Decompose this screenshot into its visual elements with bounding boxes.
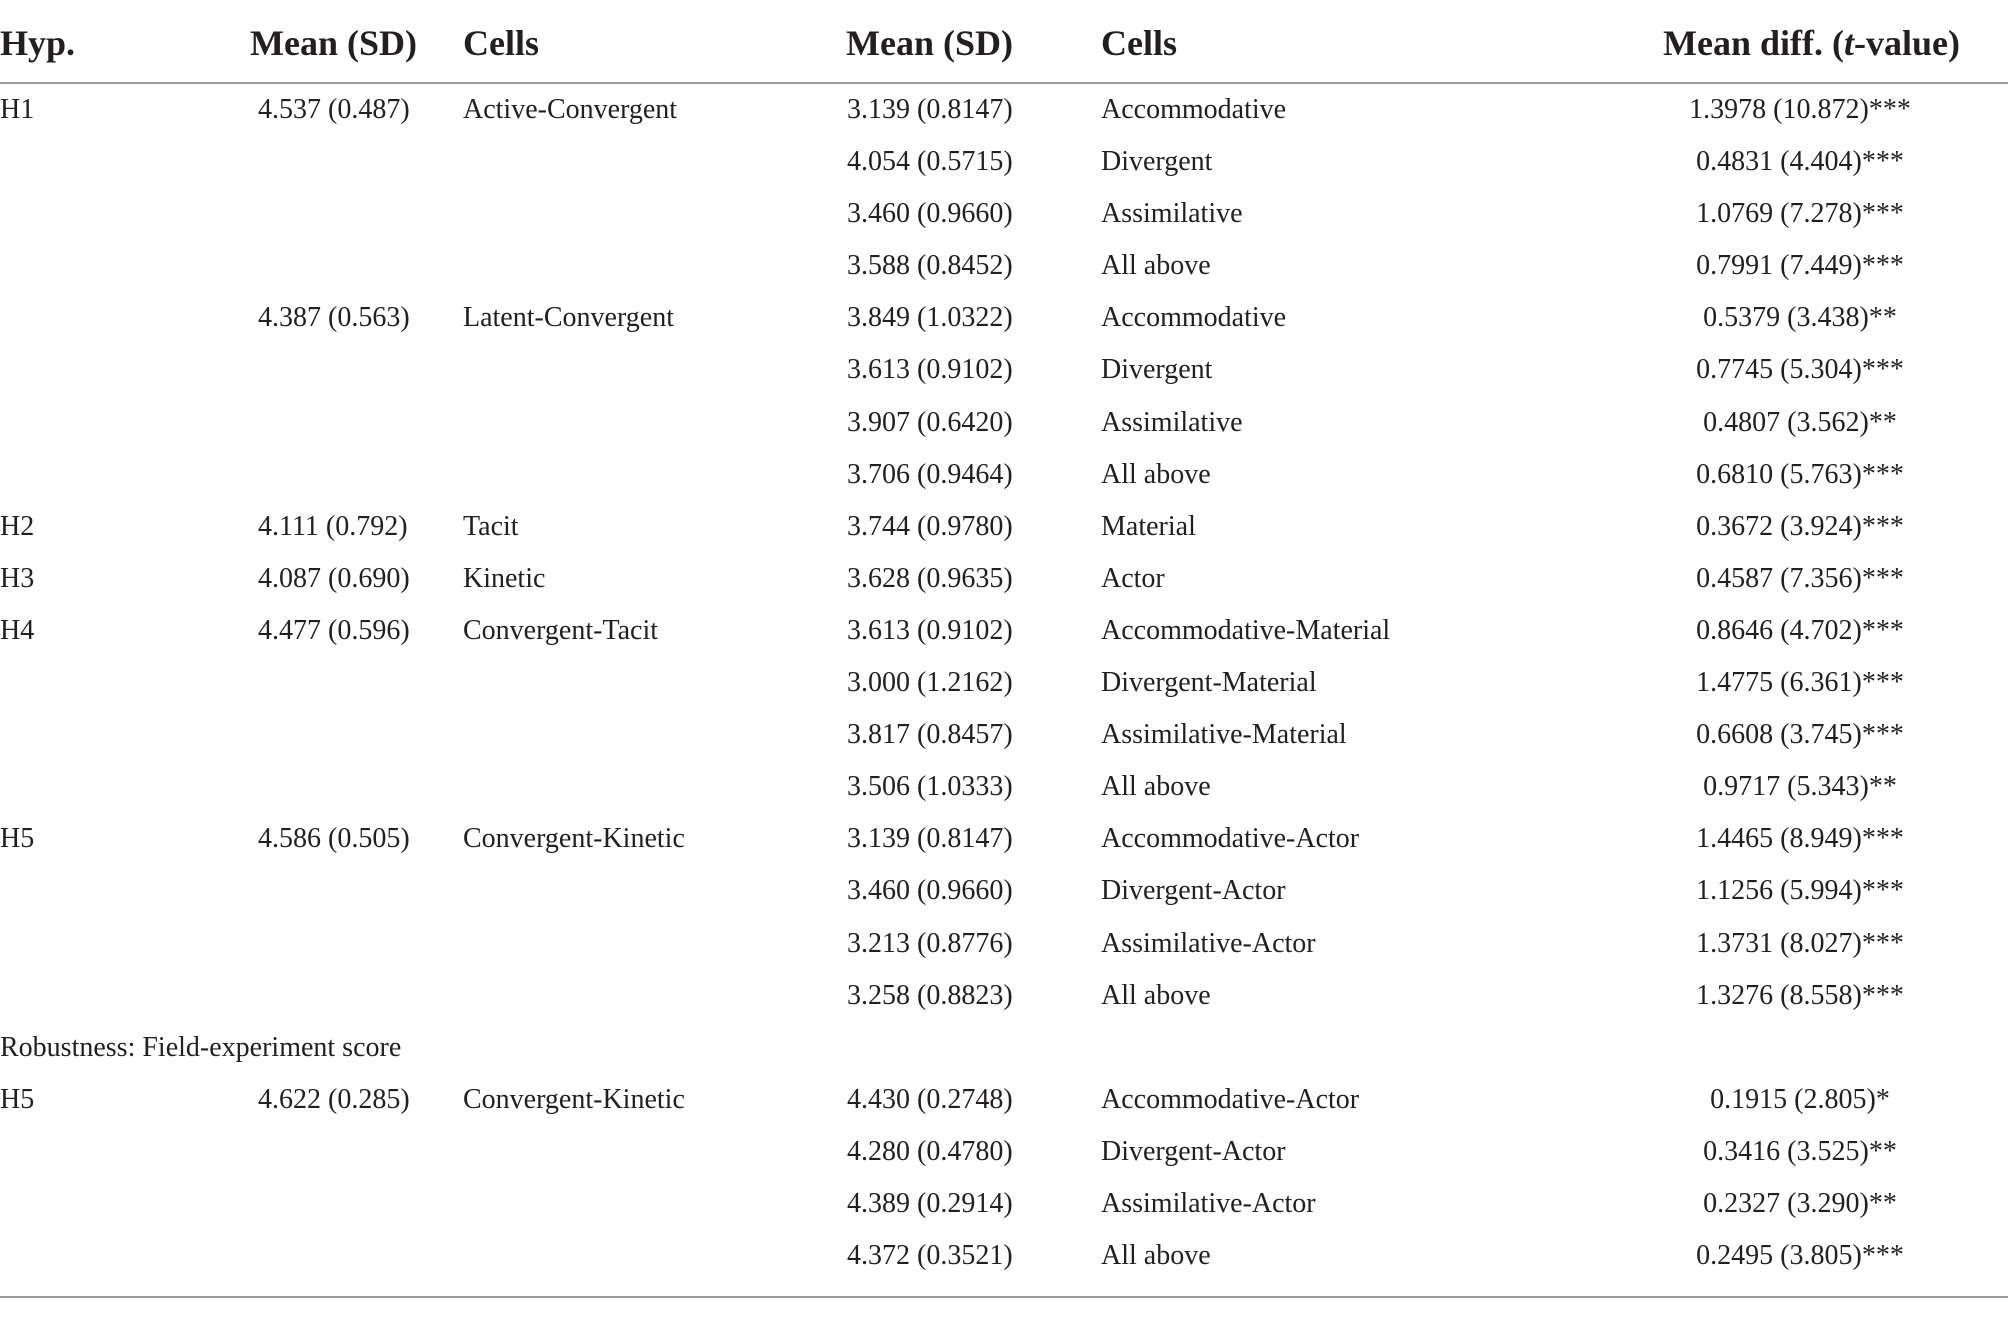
mean-sd-1-cell: 4.537 (0.487) [258, 94, 410, 125]
cells-1-cell: Active-Convergent [463, 94, 678, 125]
table-row [0, 553, 2008, 605]
table-row [0, 84, 2008, 136]
cells-2-cell: Accommodative-Actor [1101, 1083, 1360, 1115]
mean-diff-cell: 0.4831 (4.404)*** [1696, 146, 1904, 178]
mean-sd-2-cell: 3.139 (0.8147) [847, 823, 1013, 855]
table-row [0, 657, 2008, 709]
cells-1-cell: Latent-Convergent [463, 302, 674, 334]
mean-sd-2-cell: 3.817 (0.8457) [847, 719, 1013, 751]
mean-diff-cell: 0.6608 (3.745)*** [1696, 719, 1904, 751]
mean-sd-2-cell: 3.613 (0.9102) [847, 354, 1013, 386]
header-cells-1: Cells [463, 23, 539, 63]
mean-diff-cell: 0.2495 (3.805)*** [1696, 1240, 1904, 1272]
mean-sd-2-cell: 3.849 (1.0322) [847, 302, 1013, 334]
mean-diff-cell: 0.4587 (7.356)*** [1696, 562, 1904, 594]
table-row [0, 397, 2008, 449]
hyp-cell: H5 [0, 823, 35, 855]
cells-2-cell: All above [1101, 458, 1211, 490]
mean-diff-cell: 0.1915 (2.805)* [1710, 1083, 1890, 1115]
table-row [0, 188, 2008, 240]
mean-diff-cell: 0.4807 (3.562)** [1703, 406, 1897, 438]
mean-sd-2-cell: 4.054 (0.5715) [847, 146, 1013, 178]
cells-2-cell: Assimilative [1101, 406, 1243, 438]
cells-2-cell: Accommodative [1101, 94, 1287, 125]
mean-diff-cell: 1.0769 (7.278)*** [1696, 198, 1904, 230]
header-mean-sd-2: Mean (SD) [846, 23, 1013, 63]
table-row [0, 865, 2008, 917]
table-row [0, 240, 2008, 292]
bottom-rule [0, 1296, 2008, 1298]
cells-2-cell: Accommodative-Material [1101, 614, 1391, 646]
mean-sd-1-cell: 4.111 (0.792) [258, 510, 408, 542]
hyp-cell: H1 [0, 94, 35, 125]
mean-sd-2-cell: 3.706 (0.9464) [847, 458, 1013, 490]
mean-diff-cell: 0.7745 (5.304)*** [1696, 354, 1904, 386]
cells-2-cell: Divergent-Material [1101, 667, 1317, 699]
cells-2-cell: Accommodative [1101, 302, 1287, 334]
table-row [0, 813, 2008, 865]
mean-sd-1-cell: 4.586 (0.505) [258, 823, 410, 855]
table-row [0, 292, 2008, 344]
cells-1-cell: Convergent-Tacit [463, 614, 659, 646]
mean-diff-cell: 0.3416 (3.525)** [1703, 1135, 1897, 1167]
mean-sd-2-cell: 4.430 (0.2748) [847, 1083, 1013, 1115]
mean-sd-2-cell: 3.506 (1.0333) [847, 771, 1013, 803]
mean-diff-cell: 0.7991 (7.449)*** [1696, 250, 1904, 282]
table-row [0, 136, 2008, 188]
cells-1-cell: Kinetic [463, 562, 546, 594]
cells-1-cell: Convergent-Kinetic [463, 823, 685, 855]
mean-sd-2-cell: 3.139 (0.8147) [847, 94, 1013, 125]
mean-sd-2-cell: 3.258 (0.8823) [847, 979, 1013, 1011]
mean-sd-2-cell: 3.460 (0.9660) [847, 875, 1013, 907]
table-body [0, 84, 2008, 1282]
header-hyp: Hyp. [0, 23, 76, 63]
mean-sd-1-cell: 4.477 (0.596) [258, 614, 410, 646]
header-mean-diff-suffix: -value) [1854, 23, 1960, 63]
table-row [0, 1126, 2008, 1178]
table-row [0, 1178, 2008, 1230]
hyp-cell: H2 [0, 510, 35, 542]
mean-diff-cell: 1.3276 (8.558)*** [1696, 979, 1904, 1011]
table-row [0, 1074, 2008, 1126]
table-row [0, 918, 2008, 970]
cells-1-cell: Tacit [463, 510, 519, 542]
cells-2-cell: Assimilative [1101, 198, 1243, 230]
table-row [0, 344, 2008, 396]
table-row [0, 970, 2008, 1022]
section-label: Robustness: Field-experiment score [0, 1031, 402, 1063]
cells-2-cell: All above [1101, 979, 1211, 1011]
header-mean-diff [1663, 22, 1960, 64]
mean-diff-cell: 1.1256 (5.994)*** [1696, 875, 1904, 907]
mean-diff-cell: 1.4775 (6.361)*** [1696, 667, 1904, 699]
mean-sd-2-cell: 3.613 (0.9102) [847, 614, 1013, 646]
mean-sd-2-cell: 3.907 (0.6420) [847, 406, 1013, 438]
cells-2-cell: All above [1101, 250, 1211, 282]
cells-2-cell: Divergent-Actor [1101, 875, 1286, 907]
mean-sd-1-cell: 4.622 (0.285) [258, 1083, 410, 1115]
cells-2-cell: Divergent [1101, 146, 1213, 178]
mean-sd-2-cell: 3.460 (0.9660) [847, 198, 1013, 230]
table-row [0, 501, 2008, 553]
header-mean-diff-prefix: Mean diff. ( [1663, 23, 1844, 63]
cells-2-cell: Divergent [1101, 354, 1213, 386]
cells-2-cell: Accommodative-Actor [1101, 823, 1360, 855]
header-mean-sd-1: Mean (SD) [250, 23, 417, 63]
hyp-cell: H3 [0, 562, 35, 594]
mean-diff-cell: 1.4465 (8.949)*** [1696, 823, 1904, 855]
mean-sd-1-cell: 4.087 (0.690) [258, 562, 410, 594]
hyp-cell: H4 [0, 614, 35, 646]
mean-diff-cell: 0.5379 (3.438)** [1703, 302, 1897, 334]
cells-1-cell: Convergent-Kinetic [463, 1083, 685, 1115]
mean-sd-2-cell: 3.588 (0.8452) [847, 250, 1013, 282]
mean-sd-2-cell: 4.389 (0.2914) [847, 1187, 1013, 1219]
mean-sd-2-cell: 3.000 (1.2162) [847, 667, 1013, 699]
mean-diff-cell: 0.2327 (3.290)** [1703, 1187, 1897, 1219]
mean-sd-2-cell: 3.628 (0.9635) [847, 562, 1013, 594]
mean-sd-2-cell: 3.213 (0.8776) [847, 927, 1013, 959]
mean-sd-2-cell: 3.744 (0.9780) [847, 510, 1013, 542]
mean-diff-cell: 0.6810 (5.763)*** [1696, 458, 1904, 490]
header-cells-2: Cells [1101, 23, 1177, 63]
cells-2-cell: Divergent-Actor [1101, 1135, 1286, 1167]
cells-2-cell: Assimilative-Actor [1101, 1187, 1316, 1219]
cells-2-cell: All above [1101, 771, 1211, 803]
mean-sd-1-cell: 4.387 (0.563) [258, 302, 410, 334]
cells-2-cell: Actor [1101, 562, 1165, 594]
mean-sd-2-cell: 4.280 (0.4780) [847, 1135, 1013, 1167]
section-row [0, 1022, 2008, 1074]
cells-2-cell: Material [1101, 510, 1196, 542]
table-header [0, 0, 2008, 84]
cells-2-cell: All above [1101, 1240, 1211, 1272]
hyp-cell: H5 [0, 1083, 35, 1115]
mean-diff-cell: 0.3672 (3.924)*** [1696, 510, 1904, 542]
cells-2-cell: Assimilative-Material [1101, 719, 1347, 751]
mean-diff-cell: 0.9717 (5.343)** [1703, 771, 1897, 803]
table-row [0, 1230, 2008, 1282]
mean-diff-cell: 1.3731 (8.027)*** [1696, 927, 1904, 959]
table-row [0, 761, 2008, 813]
mean-diff-cell: 0.8646 (4.702)*** [1696, 614, 1904, 646]
mean-diff-cell: 1.3978 (10.872)*** [1689, 94, 1911, 125]
table-row [0, 605, 2008, 657]
table-row [0, 709, 2008, 761]
cells-2-cell: Assimilative-Actor [1101, 927, 1316, 959]
header-mean-diff-t: t [1844, 23, 1855, 63]
mean-sd-2-cell: 4.372 (0.3521) [847, 1240, 1013, 1272]
table-row [0, 449, 2008, 501]
